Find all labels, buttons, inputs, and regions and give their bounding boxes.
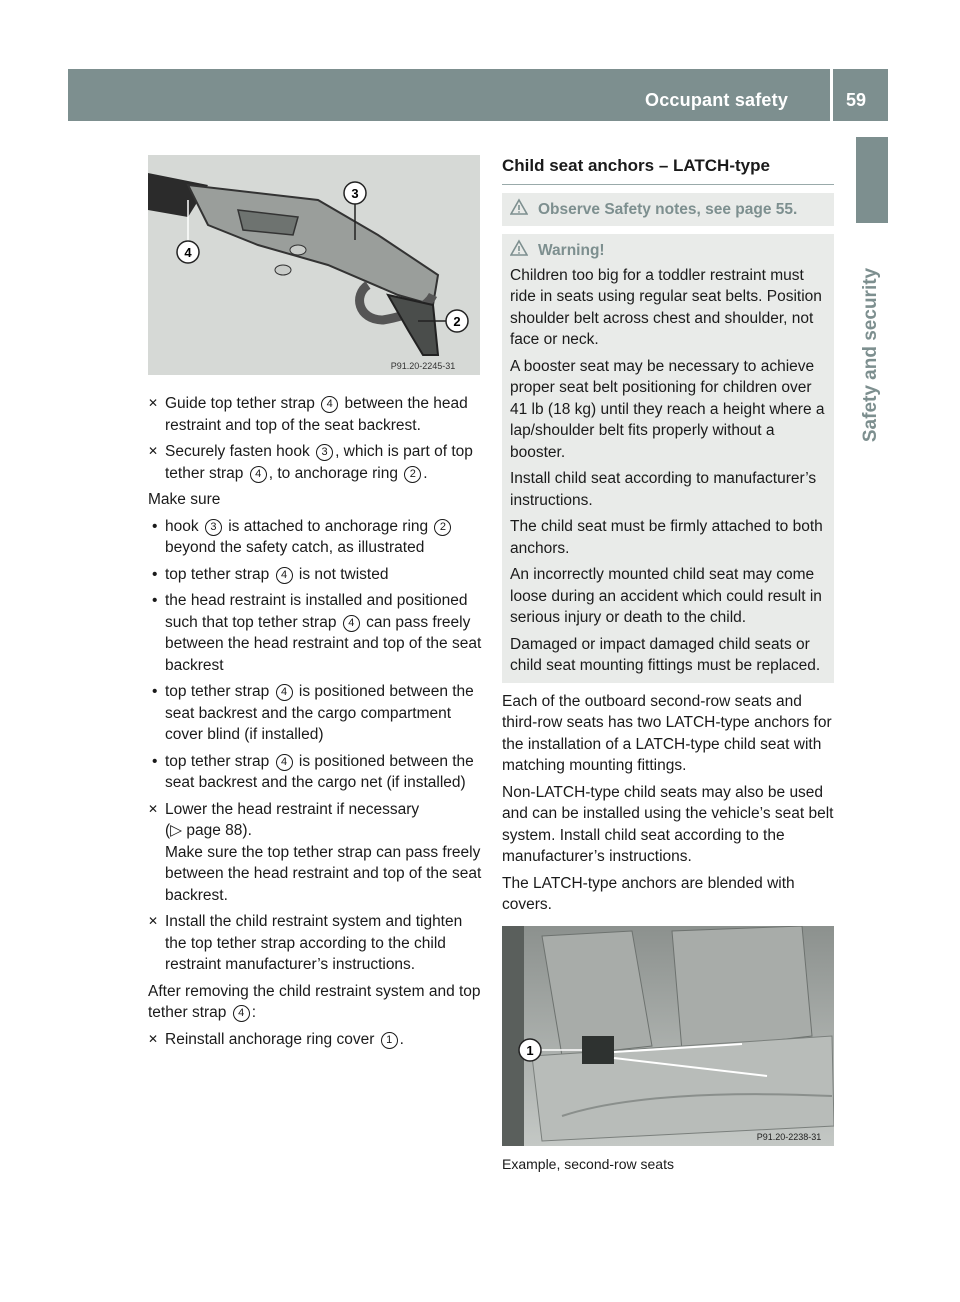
para-text: After removing the child restraint system and top tether strap xyxy=(148,982,481,1021)
bullet-text: hook xyxy=(165,517,203,535)
ref-number: 4 xyxy=(250,466,267,483)
bullet-text: top tether strap xyxy=(165,683,274,700)
bullet-text: beyond the safety catch, as illustrated xyxy=(165,539,425,556)
warning-text: The child seat must be firmly attached to both anchors. xyxy=(510,518,823,557)
step-text: Reinstall anchorage ring cover xyxy=(165,1030,379,1048)
step-marker-icon: ✕ xyxy=(148,914,159,928)
step-marker-icon: ✕ xyxy=(148,396,159,410)
tether-hook-figure xyxy=(148,155,480,375)
step-reinstall-cover xyxy=(148,1029,482,1051)
bullet-text: top tether strap xyxy=(165,752,274,770)
step-fasten-hook xyxy=(148,441,482,484)
warning-title: Warning! xyxy=(538,242,605,259)
warning-text: Damaged or impact damaged child seats or child seat mounting fittings must be replaced. xyxy=(510,635,821,674)
callout-label-1: 1 xyxy=(526,1042,534,1058)
ref-number: 2 xyxy=(434,519,451,536)
warning-icon xyxy=(510,198,528,223)
step-text: between the head restraint and top of the seat backrest. xyxy=(165,395,468,434)
page-title: Occupant safety xyxy=(645,90,789,110)
warning-text: Children too big for a toddler restraint must ride in seats using regular seat belts. Position shoulder belt across chest and shoulder, not face or neck. xyxy=(510,266,822,348)
step-text: . xyxy=(423,464,428,482)
ref-number: 3 xyxy=(205,519,222,536)
bullet-item: • the head restraint is installed and positioned such that top tether strap 4 can pass freely between the head restraint and top of the seat backrest xyxy=(152,592,482,674)
step-marker-icon: ✕ xyxy=(148,801,159,816)
step-marker-icon: ✕ xyxy=(148,444,159,458)
second-row-seats-figure xyxy=(502,926,834,1146)
ref-number: 4 xyxy=(276,754,293,771)
step-text: , which is part of top tether strap xyxy=(165,443,473,482)
step-install-restraint xyxy=(148,911,482,976)
figure-caption: Example, second-row seats xyxy=(502,1155,674,1172)
ref-number: 4 xyxy=(276,684,293,701)
figure-code: P91.20-2245-31 xyxy=(390,361,456,371)
left-column xyxy=(148,155,482,1055)
callout-label-2: 2 xyxy=(453,314,461,329)
callout-label-3: 3 xyxy=(351,186,359,201)
body-paragraph: The LATCH-type anchors are blended with covers. xyxy=(502,874,795,913)
warning-icon xyxy=(510,239,528,264)
step-text: , to anchorage ring xyxy=(268,464,403,482)
side-section-label-wrap xyxy=(853,235,889,475)
bullet-text: is attached to anchorage ring xyxy=(223,517,433,535)
callout-label-4: 4 xyxy=(184,245,192,260)
step-text: Guide top tether strap xyxy=(165,395,320,412)
step-text: Make sure the top tether strap can pass freely between the head restraint and top of the seat backrest. xyxy=(165,843,482,904)
step-text: Securely fasten hook xyxy=(165,443,315,460)
ref-number: 4 xyxy=(321,396,338,413)
ref-number: 4 xyxy=(343,615,360,632)
bullet-item: • top tether strap 4 is positioned between the seat backrest and the cargo compartment cover blind (if installed) xyxy=(152,683,474,743)
section-title: Child seat anchors – LATCH-type xyxy=(502,155,834,185)
ref-number: 4 xyxy=(276,567,293,584)
ref-number: 4 xyxy=(233,1005,250,1022)
bullet-text: is not twisted xyxy=(294,565,389,583)
observe-text[interactable]: Observe Safety notes, see page 55. xyxy=(538,200,798,218)
ref-number: 3 xyxy=(316,444,333,461)
warning-text: A booster seat may be necessary to achieve proper seat belt positioning for children over 41 lb (18 kg) until they reach a height where a lap/shoulder belt fits properly without a booster. xyxy=(510,357,825,461)
header-separator xyxy=(830,69,833,121)
right-column xyxy=(502,155,836,1175)
make-sure-label: Make sure xyxy=(148,491,221,508)
after-removing-text xyxy=(148,981,482,1024)
page-reference-link[interactable]: (▷ page 88). xyxy=(165,822,252,839)
page-number: 59 xyxy=(846,90,867,110)
warning-text: Install child seat according to manufacturer’s instructions. xyxy=(510,470,817,509)
bullet-text: the head restraint is installed and positioned such that top tether strap xyxy=(165,592,468,631)
bullet-item: • top tether strap 4 is not twisted xyxy=(152,565,389,583)
bullet-text: top tether strap xyxy=(165,565,274,583)
step-lower-head-restraint xyxy=(148,799,482,907)
step-text: . xyxy=(399,1030,404,1048)
bullet-text: can pass freely between the head restraint and top of the seat backrest xyxy=(165,613,482,674)
bullet-text: is positioned between the seat backrest and the cargo net (if installed) xyxy=(165,752,474,791)
observe-note xyxy=(502,193,834,227)
side-section-label: Safety and security xyxy=(860,267,881,443)
ref-number: 1 xyxy=(381,1032,398,1049)
body-paragraph: Non-LATCH-type child seats may also be used and can be installed using the vehicle’s seat belt system. Install child seat according to the manufacturer’s instructions. xyxy=(502,783,834,865)
bullet-item: • top tether strap 4 is positioned between the seat backrest and the cargo net (if installed) xyxy=(152,752,474,791)
bullet-text: is positioned between the seat backrest and the cargo compartment cover blind (if installed) xyxy=(165,683,474,743)
step-marker-icon: ✕ xyxy=(148,1031,159,1046)
step-text: Install the child restraint system and tighten the top tether strap according to the child restraint manufacturer’s instructions. xyxy=(165,913,463,973)
tether-hook-illustration xyxy=(148,155,480,375)
warning-box xyxy=(502,234,834,683)
bullet-item: • hook 3 is attached to anchorage ring 2 beyond the safety catch, as illustrated xyxy=(148,516,482,559)
figure-code: P91.20-2238-31 xyxy=(756,1131,822,1142)
ref-number: 2 xyxy=(404,466,421,483)
second-row-seats-photo xyxy=(502,926,834,1146)
step-text: Lower the head restraint if necessary xyxy=(165,800,420,818)
warning-text: An incorrectly mounted child seat may come loose during an accident which could result in serious injury or death to the child. xyxy=(510,566,822,626)
side-tab xyxy=(856,137,888,223)
observe-heading xyxy=(510,199,828,221)
warning-heading xyxy=(510,240,828,262)
para-text: : xyxy=(251,1004,257,1021)
body-paragraph: Each of the outboard second-row seats and third-row seats has two LATCH-type anchors for the installation of a LATCH-type child seat with matching mounting fittings. xyxy=(502,692,832,774)
step-guide-strap xyxy=(148,393,482,436)
